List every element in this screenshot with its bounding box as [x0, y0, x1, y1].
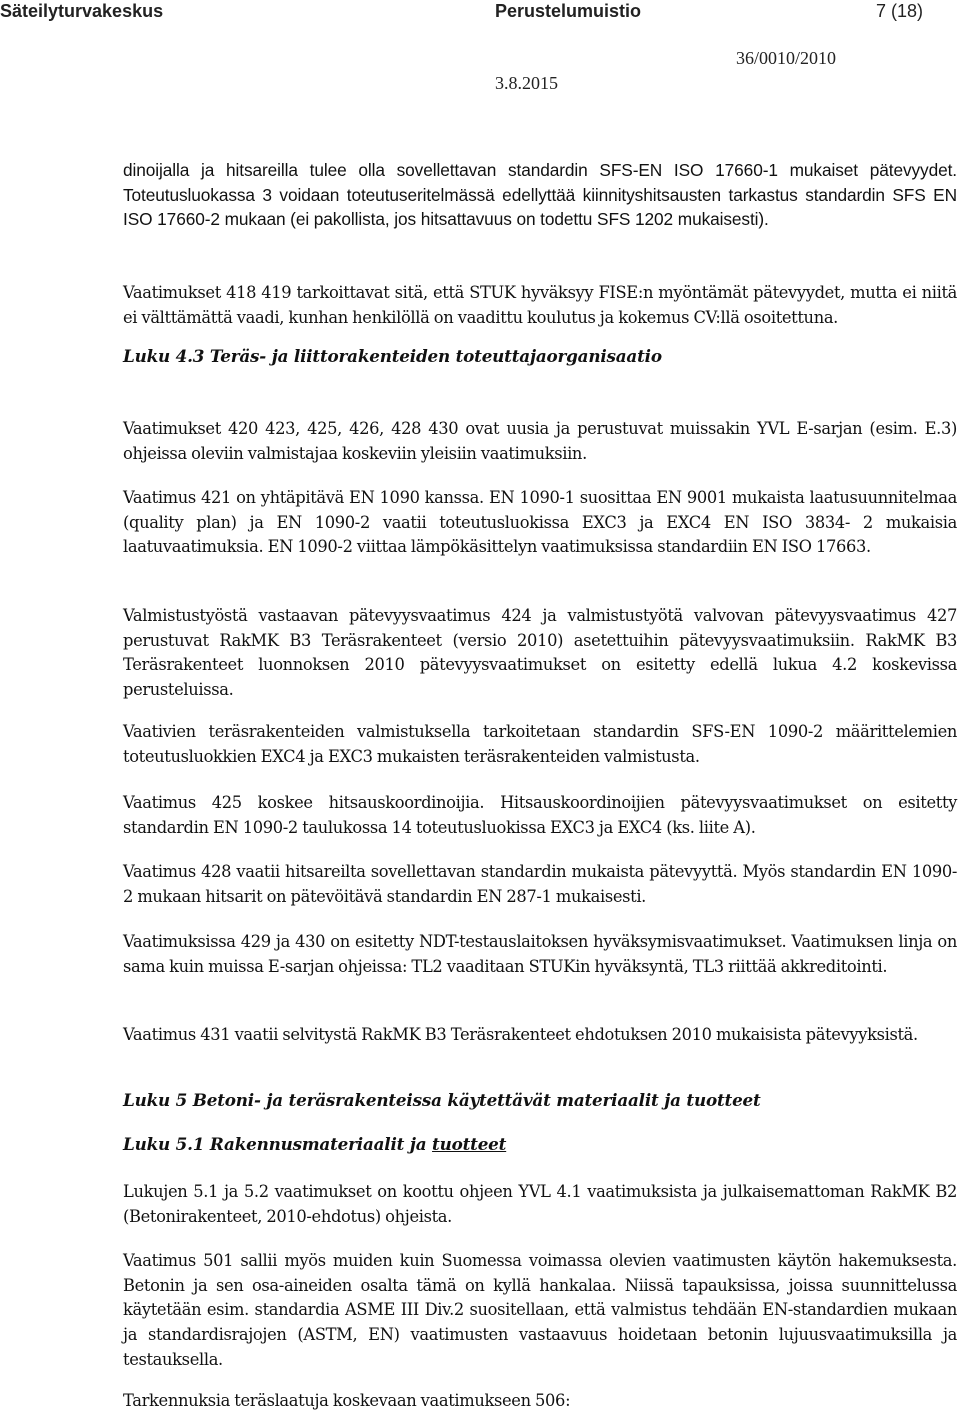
paragraph: Vaatimukset 420 423, 425, 426, 428 430 ovat uusia ja perustuvat muissakin YVL E-sarjan (esim. E.3) ohjeissa oleviin valmistajaa koskeviin yleisiin vaatimuksiin.	[123, 419, 957, 463]
paragraph: dinoijalla ja hitsareilla tulee olla sovellettavan standardin SFS-EN ISO 17660-1 mukaiset pätevyydet. Toteutusluokassa 3 voidaan toteutuseritelmässä edellyttää kiinnityshitsausten tarkastus standardin SFS EN ISO 17660-2 mukaan (ei pakollista, jos hitsattavuus on todettu SFS 1202 mukaisesti).	[123, 160, 957, 230]
heading-text: Luku 5.1 Rakennusmateriaalit ja	[123, 1134, 427, 1154]
paragraph: Vaatimuksissa 429 ja 430 on esitetty NDT-testauslaitoksen hyväksymisvaatimukset. Vaatimuksen linja on sama kuin muissa E-sarjan ohjeissa: TL2 vaaditaan STUKin hyväksyntä, TL3 riittää akkreditointi.	[123, 932, 957, 976]
organization-name: Säteilyturvakeskus	[0, 1, 164, 21]
paragraph: Vaatimukset 418 419 tarkoittavat sitä, että STUK hyväksyy FISE:n myöntämät pätevyydet, mutta ei niitä ei välttämättä vaadi, kunhan henkilöllä on vaadittu koulutus ja kokemus CV:llä osoitettuna.	[123, 283, 957, 327]
document-number: 36/0010/2010	[736, 48, 837, 68]
section-heading	[123, 1132, 957, 1157]
paragraph: Tarkennuksia teräslaatuja koskevaan vaatimukseen 506:	[123, 1391, 571, 1410]
paragraph: Vaatimus 431 vaatii selvitystä RakMK B3 Teräsrakenteet ehdotuksen 2010 mukaisista pätevyyksistä.	[123, 1025, 918, 1044]
heading-underlined-text: tuotteet	[432, 1134, 507, 1154]
paragraph: Vaatimus 421 on yhtäpitävä EN 1090 kanssa. EN 1090-1 suosittaa EN 9001 mukaista laatusuunnitelmaa (quality plan) ja EN 1090-2 vaatii toteutusluokissa EXC3 ja EXC4 EN ISO 3834- 2 mukaisia laatuvaatimuksia. EN 1090-2 viittaa lämpökäsittelyn vaatimuksissa standardiin EN ISO 17663.	[123, 488, 957, 557]
page-number: 7 (18)	[876, 1, 924, 21]
document-date: 3.8.2015	[495, 73, 558, 93]
paragraph: Vaatimus 425 koskee hitsauskoordinoijia. Hitsauskoordinoijien pätevyysvaatimukset on esitetty standardin EN 1090-2 taulukossa 14 toteutusluokissa EXC3 ja EXC4 (ks. liite A).	[123, 793, 957, 837]
paragraph: Vaativien teräsrakenteiden valmistuksella tarkoitetaan standardin SFS-EN 1090-2 määrittelemien toteutusluokkien EXC4 ja EXC3 mukaisten teräsrakenteiden valmistusta.	[123, 722, 957, 766]
paragraph: Vaatimus 501 sallii myös muiden kuin Suomessa voimassa olevien vaatimusten käytön hakemuksesta. Betonin ja sen osa-aineiden osalta tämä on kyllä hankalaa. Niissä tapauksissa, joissa suunnittelussa käytetään esim. standardia ASME III Div.2 suositellaan, että valmistus tehdään EN-standardien mukaan ja standardisrajojen (ASTM, EN) vaatimusten vastaavuus hoidetaan betonin lujuusvaatimuksilla ja testauksella.	[123, 1251, 957, 1369]
section-heading: Luku 5 Betoni- ja teräsrakenteissa käytettävät materiaalit ja tuotteet	[123, 1090, 761, 1110]
document-type: Perustelumuistio	[495, 1, 642, 21]
section-heading: Luku 4.3 Teräs- ja liittorakenteiden toteuttajaorganisaatio	[123, 346, 662, 366]
paragraph: Vaatimus 428 vaatii hitsareilta sovellettavan standardin mukaista pätevyyttä. Myös standardin EN 1090-2 mukaan hitsarit on pätevöitävä standardin EN 287-1 mukaisesti.	[123, 862, 957, 906]
paragraph: Lukujen 5.1 ja 5.2 vaatimukset on koottu ohjeen YVL 4.1 vaatimuksista ja julkaisemattoman RakMK B2 (Betonirakenteet, 2010-ehdotus) ohjeista.	[123, 1182, 957, 1226]
paragraph: Valmistustyöstä vastaavan pätevyysvaatimus 424 ja valmistustyötä valvovan pätevyysvaatimus 427 perustuvat RakMK B3 Teräsrakenteet (versio 2010) asetettuihin pätevyysvaatimuksiin. RakMK B3 Teräsrakenteet luonnoksen 2010 pätevyysvaatimukset on esitetty edellä lukua 4.2 koskevissa perusteluissa.	[123, 606, 957, 700]
